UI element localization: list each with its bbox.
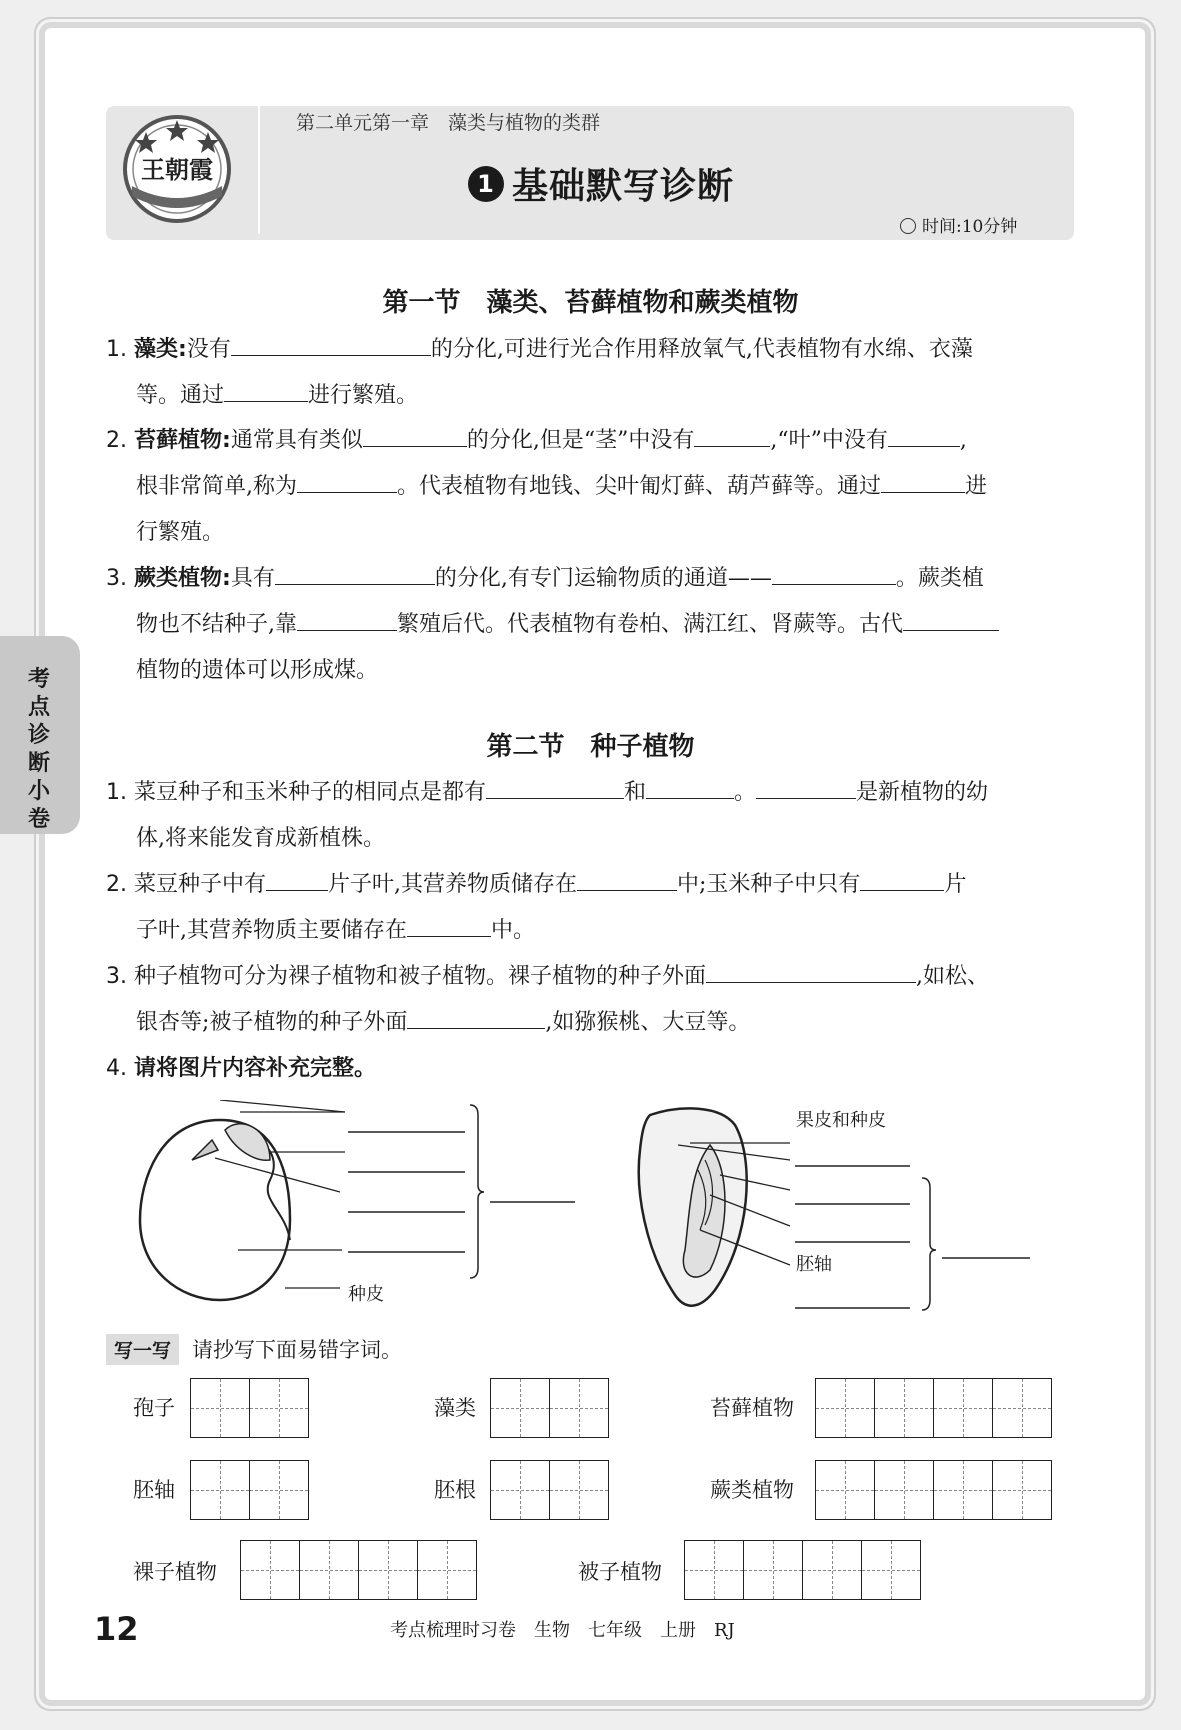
s2-question-3: 3. 种子植物可分为裸子植物和被子植物。裸子植物的种子外面 ,如松、 银杏等;被子植物的种子外面 ,如猕猴桃、大豆等。 bbox=[106, 954, 1076, 1046]
writing-grid[interactable] bbox=[190, 1460, 309, 1520]
section1-title: 第一节 藻类、苔藓植物和蕨类植物 bbox=[382, 288, 799, 318]
answer-blank[interactable] bbox=[772, 560, 896, 585]
corn-seed-diagram bbox=[630, 1100, 1050, 1315]
time-text: 时间:10分钟 bbox=[922, 217, 1018, 237]
word-label: 苔藓植物 bbox=[710, 1396, 794, 1420]
s1-question-2: 2. 苔藓植物:通常具有类似 的分化,但是“茎”中没有 ,“叶”中没有 , 根非常简单,称为 。代表植物有地钱、尖叶匍灯藓、葫芦藓等。通过 进 行繁殖。 bbox=[106, 418, 1076, 556]
answer-blank[interactable] bbox=[363, 422, 467, 447]
answer-blank[interactable] bbox=[297, 606, 397, 631]
s2-question-1: 1. 菜豆种子和玉米种子的相同点是都有 和 。 是新植物的幼 体,将来能发育成新植株。 bbox=[106, 770, 1076, 862]
answer-blank[interactable] bbox=[224, 377, 308, 402]
bean-seed-diagram bbox=[130, 1100, 600, 1310]
word-label: 藻类 bbox=[434, 1396, 476, 1420]
answer-blank[interactable] bbox=[275, 560, 435, 585]
header-divider bbox=[258, 106, 260, 234]
clock-icon bbox=[900, 218, 916, 234]
page-number: 12 bbox=[94, 1610, 139, 1648]
writing-grid[interactable] bbox=[815, 1460, 1052, 1520]
writing-grid[interactable] bbox=[684, 1540, 921, 1600]
answer-blank[interactable] bbox=[297, 468, 397, 493]
answer-blank[interactable] bbox=[888, 422, 960, 447]
unit-title: 第二单元第一章 藻类与植物的类群 bbox=[296, 112, 601, 134]
logo-seal bbox=[118, 110, 236, 228]
answer-blank[interactable] bbox=[407, 1004, 545, 1029]
footer-text: 考点梳理时习卷 生物 七年级 上册 RJ bbox=[390, 1620, 735, 1641]
answer-blank[interactable] bbox=[407, 912, 491, 937]
corn-coat-label: 果皮和种皮 bbox=[796, 1110, 886, 1131]
title-text: 基础默写诊断 bbox=[512, 166, 735, 207]
answer-blank[interactable] bbox=[756, 774, 856, 799]
title-number: 1 bbox=[468, 166, 504, 202]
word-label: 胚轴 bbox=[133, 1478, 175, 1502]
word-label: 胚根 bbox=[434, 1478, 476, 1502]
page-title bbox=[468, 158, 734, 209]
corn-axis-label: 胚轴 bbox=[796, 1254, 832, 1275]
corn-brace bbox=[922, 1178, 936, 1310]
answer-blank[interactable] bbox=[881, 468, 965, 493]
word-label: 蕨类植物 bbox=[710, 1478, 794, 1502]
writing-grid[interactable] bbox=[815, 1378, 1052, 1438]
s2-question-4: 4. 请将图片内容补充完整。 bbox=[106, 1056, 377, 1081]
answer-blank[interactable] bbox=[266, 866, 328, 891]
s2-question-2: 2. 菜豆种子中有 片子叶,其营养物质储存在 中;玉米种子中只有 片 子叶,其营养物质主要储存在 中。 bbox=[106, 862, 1076, 954]
answer-blank[interactable] bbox=[646, 774, 734, 799]
answer-blank[interactable] bbox=[694, 422, 770, 447]
writing-grid[interactable] bbox=[490, 1460, 609, 1520]
bean-coat-label: 种皮 bbox=[348, 1284, 384, 1305]
word-label: 被子植物 bbox=[578, 1560, 662, 1584]
word-label: 裸子植物 bbox=[133, 1560, 217, 1584]
write-tag: 写一写 bbox=[106, 1334, 179, 1365]
word-label: 孢子 bbox=[133, 1396, 175, 1420]
answer-blank[interactable] bbox=[577, 866, 677, 891]
bean-brace bbox=[470, 1105, 484, 1278]
s1-question-1: 1. 藻类:没有 的分化,可进行光合作用释放氧气,代表植物有水绵、衣藻 等。通过 进行繁殖。 bbox=[106, 327, 1076, 419]
answer-blank[interactable] bbox=[486, 774, 624, 799]
answer-blank[interactable] bbox=[903, 606, 999, 631]
writing-grid[interactable] bbox=[490, 1378, 609, 1438]
writing-grid[interactable] bbox=[190, 1378, 309, 1438]
section2-title: 第二节 种子植物 bbox=[486, 732, 695, 762]
s1-question-3: 3. 蕨类植物:具有 的分化,有专门运输物质的通道—— 。蕨类植 物也不结种子,靠 繁殖后代。代表植物有卷柏、满江红、肾蕨等。古代 植物的遗体可以形成煤。 bbox=[106, 556, 1076, 694]
answer-blank[interactable] bbox=[860, 866, 944, 891]
writing-grid[interactable] bbox=[240, 1540, 477, 1600]
time-limit bbox=[900, 212, 1017, 237]
write-instruction: 请抄写下面易错字词。 bbox=[192, 1338, 402, 1362]
answer-blank[interactable] bbox=[231, 331, 431, 356]
side-tab-label: 考点诊断小卷 bbox=[28, 667, 51, 832]
logo-text: 王朝霞 bbox=[141, 155, 213, 184]
answer-blank[interactable] bbox=[706, 958, 916, 983]
